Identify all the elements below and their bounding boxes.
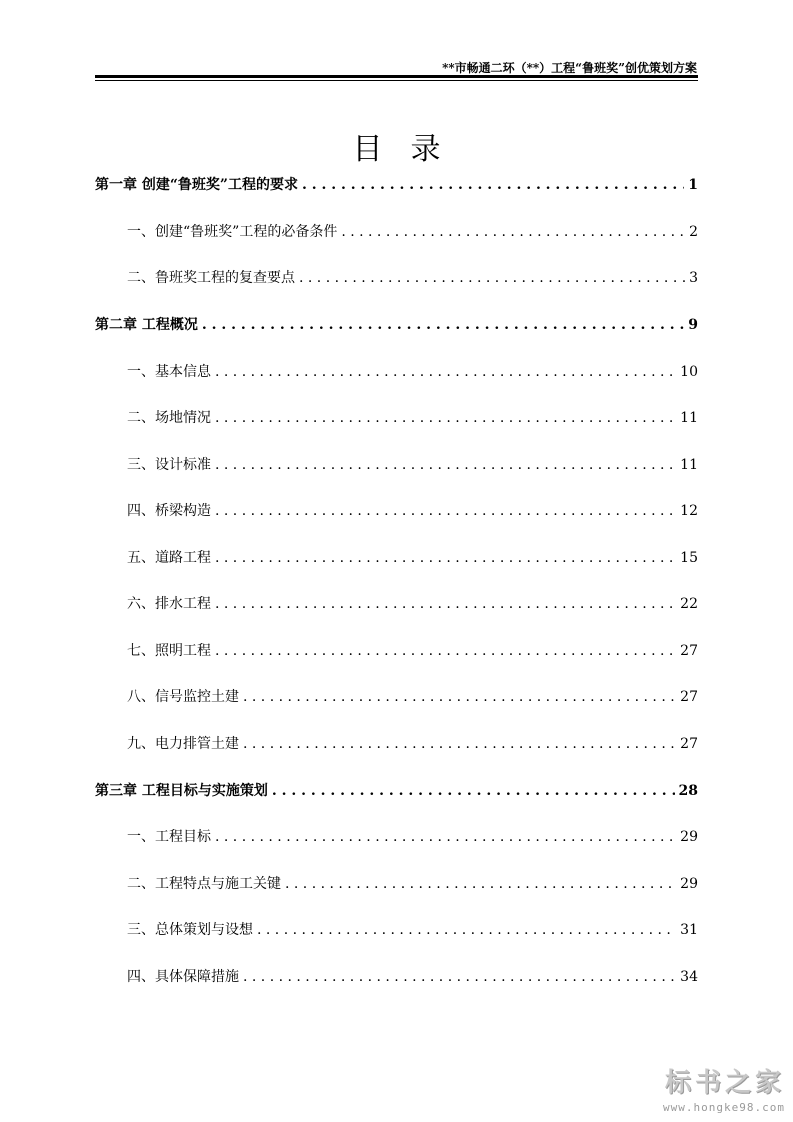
toc-page-number: 27	[680, 689, 698, 705]
toc-page-number: 27	[680, 736, 698, 752]
toc-dot-leader	[202, 314, 684, 336]
toc-section-3-2[interactable]	[95, 873, 698, 895]
toc-entry-label: 第三章 工程目标与实施策划	[95, 783, 268, 799]
toc-section-2-4[interactable]	[95, 500, 698, 522]
toc-dot-leader	[215, 407, 676, 429]
header-rule-thick	[95, 75, 698, 78]
toc-dot-leader	[272, 780, 675, 802]
toc-section-2-1[interactable]	[95, 361, 698, 383]
toc-section-2-2[interactable]	[95, 407, 698, 429]
watermark-logo: 标书之家	[664, 1068, 785, 1098]
toc-page-number: 10	[680, 364, 698, 380]
toc-entry-label: 一、创建“鲁班奖”工程的必备条件	[127, 224, 338, 240]
toc-page-number: 22	[680, 596, 698, 612]
toc-entry-label: 九、电力排管土建	[127, 736, 239, 752]
toc-entry-label: 二、工程特点与施工关键	[127, 876, 281, 892]
toc-dot-leader	[215, 361, 676, 383]
toc-section-2-8[interactable]	[95, 686, 698, 708]
watermark-url: www.hongke98.com	[663, 1101, 785, 1114]
toc-dot-leader	[299, 267, 685, 289]
toc-dot-leader	[285, 873, 676, 895]
toc-entry-label: 第二章 工程概况	[95, 317, 198, 333]
toc-entry-label: 六、排水工程	[127, 596, 211, 612]
toc-dot-leader	[243, 733, 676, 755]
header-rule-thin	[95, 80, 698, 81]
toc-page-number: 9	[688, 317, 698, 333]
toc-chapter-2[interactable]	[95, 314, 698, 336]
toc-entry-label: 二、场地情况	[127, 410, 211, 426]
site-watermark	[663, 1062, 785, 1114]
toc-dot-leader	[215, 826, 676, 848]
toc-entry-label: 七、照明工程	[127, 643, 211, 659]
toc-entry-label: 二、鲁班奖工程的复查要点	[127, 270, 295, 286]
toc-section-3-1[interactable]	[95, 826, 698, 848]
toc-chapter-3[interactable]	[95, 780, 698, 802]
page-title: 目录	[352, 132, 469, 167]
toc-dot-leader	[243, 686, 676, 708]
toc-entry-label: 三、设计标准	[127, 457, 211, 473]
toc-entry-label: 四、桥梁构造	[127, 503, 211, 519]
toc-entry-label: 第一章 创建“鲁班奖”工程的要求	[95, 177, 298, 193]
running-header: **市畅通二环（**）工程“鲁班奖”创优策划方案	[442, 61, 697, 75]
toc-page-number: 3	[689, 270, 698, 286]
toc-entry-label: 三、总体策划与设想	[127, 922, 253, 938]
toc-entry-label: 八、信号监控土建	[127, 689, 239, 705]
toc-entry-label: 五、道路工程	[127, 550, 211, 566]
toc-section-2-5[interactable]	[95, 547, 698, 569]
toc-section-1-2[interactable]	[95, 267, 698, 289]
toc-dot-leader	[302, 174, 684, 196]
toc-page-number: 11	[680, 410, 698, 426]
toc-section-3-4[interactable]	[95, 966, 698, 988]
toc-page-number: 31	[680, 922, 698, 938]
toc-page-number: 29	[680, 876, 698, 892]
toc-dot-leader	[215, 454, 676, 476]
toc-page-number: 27	[680, 643, 698, 659]
toc-page-number: 28	[678, 783, 698, 799]
toc-page-number: 29	[680, 829, 698, 845]
toc-page-number: 12	[680, 503, 698, 519]
toc-dot-leader	[341, 221, 685, 243]
toc-section-2-9[interactable]	[95, 733, 698, 755]
toc-dot-leader	[257, 919, 676, 941]
toc-page-number: 1	[688, 177, 698, 193]
toc-entry-label: 一、工程目标	[127, 829, 211, 845]
toc-section-3-3[interactable]	[95, 919, 698, 941]
toc-chapter-1[interactable]	[95, 174, 698, 196]
toc-page-number: 11	[680, 457, 698, 473]
toc-page-number: 34	[680, 969, 698, 985]
toc-dot-leader	[215, 593, 676, 615]
toc-entry-label: 四、具体保障措施	[127, 969, 239, 985]
toc-section-2-7[interactable]	[95, 640, 698, 662]
toc-dot-leader	[243, 966, 676, 988]
toc-section-2-6[interactable]	[95, 593, 698, 615]
toc-page-number: 15	[680, 550, 698, 566]
toc-entry-label: 一、基本信息	[127, 364, 211, 380]
toc-section-2-3[interactable]	[95, 454, 698, 476]
toc-dot-leader	[215, 640, 676, 662]
toc-dot-leader	[215, 500, 676, 522]
toc-dot-leader	[215, 547, 676, 569]
toc-section-1-1[interactable]	[95, 221, 698, 243]
toc-page-number: 2	[689, 224, 698, 240]
